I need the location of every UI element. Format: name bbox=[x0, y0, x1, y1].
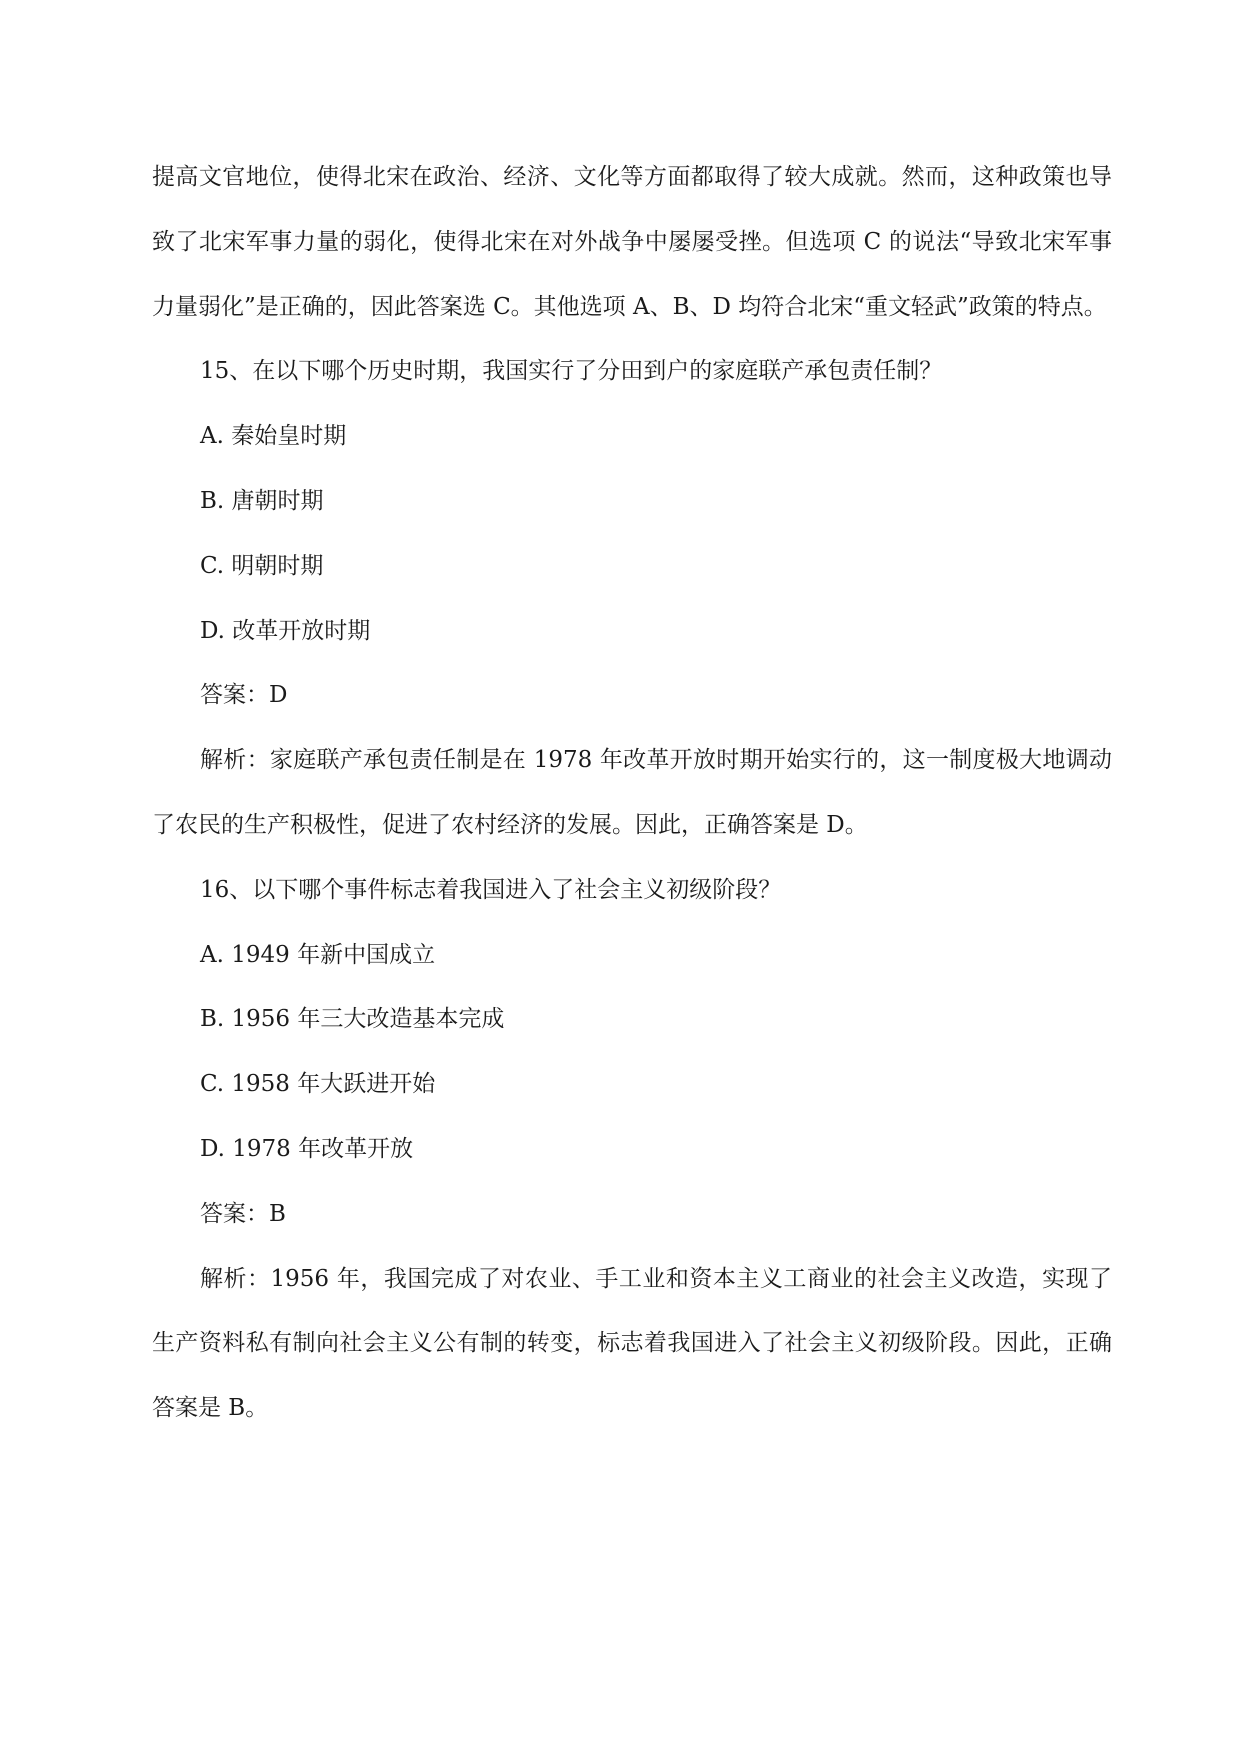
q15-question: 15、在以下哪个历史时期，我国实行了分田到户的家庭联产承包责任制？ bbox=[200, 358, 943, 385]
text-line: “重文轻武”政策的特点。 bbox=[853, 293, 1107, 320]
q15-answer: 答案：D bbox=[200, 682, 288, 709]
text-line: 因此，正确答案是 B。 bbox=[152, 1330, 1113, 1422]
q16-analysis bbox=[152, 1247, 1112, 1441]
q16-option-a: A. 1949 年新中国成立 bbox=[200, 941, 436, 968]
q15-option-a: A. 秦始皇时期 bbox=[200, 423, 347, 450]
text-line: 策也导致了北宋军事力量的弱化，使得北宋在对外战争中屡屡受挫。但选项 C 的说法 bbox=[152, 164, 1113, 255]
q15-analysis bbox=[152, 728, 1112, 858]
q15-option-b: B. 唐朝时期 bbox=[200, 487, 324, 514]
q16-question: 16、以下哪个事件标志着我国进入了社会主义初级阶段？ bbox=[200, 876, 782, 903]
text-line: 地调动了农民的生产积极性，促进了农村经济的发展。因此，正确答案是 D。 bbox=[152, 747, 1113, 838]
q15-option-c: C. 明朝时期 bbox=[200, 552, 324, 579]
text-line: 解析：家庭联产承包责任制是在 1978 年改革开放时期开始实行的，这一制度极大 bbox=[200, 747, 1043, 774]
q16-answer: 答案：B bbox=[200, 1200, 286, 1227]
text-line: 实现了生产资料私有制向社会主义公有制的转变，标志着我国进入了社会主义初级阶段。 bbox=[152, 1265, 1112, 1357]
document-body bbox=[152, 145, 1112, 1441]
text-line: 提高文官地位，使得北宋在政治、经济、文化等方面都取得了较大成就。然而，这种政 bbox=[152, 164, 1043, 190]
q16-option-c: C. 1958 年大跃进开始 bbox=[200, 1071, 436, 1098]
q16-option-b: B. 1956 年三大改造基本完成 bbox=[200, 1006, 505, 1033]
text-line: 解析：1956 年，我国完成了对农业、手工业和资本主义工商业的社会主义改造， bbox=[200, 1265, 1042, 1292]
q14-analysis-continued bbox=[152, 145, 1112, 339]
text-line: “导致北宋军事力量弱化”是正确的，因此答案选 C。其他选项 A、B、D 均符合北宋 bbox=[152, 228, 1112, 320]
q15-option-d: D. 改革开放时期 bbox=[200, 617, 371, 644]
q16-option-d: D. 1978 年改革开放 bbox=[200, 1135, 414, 1162]
